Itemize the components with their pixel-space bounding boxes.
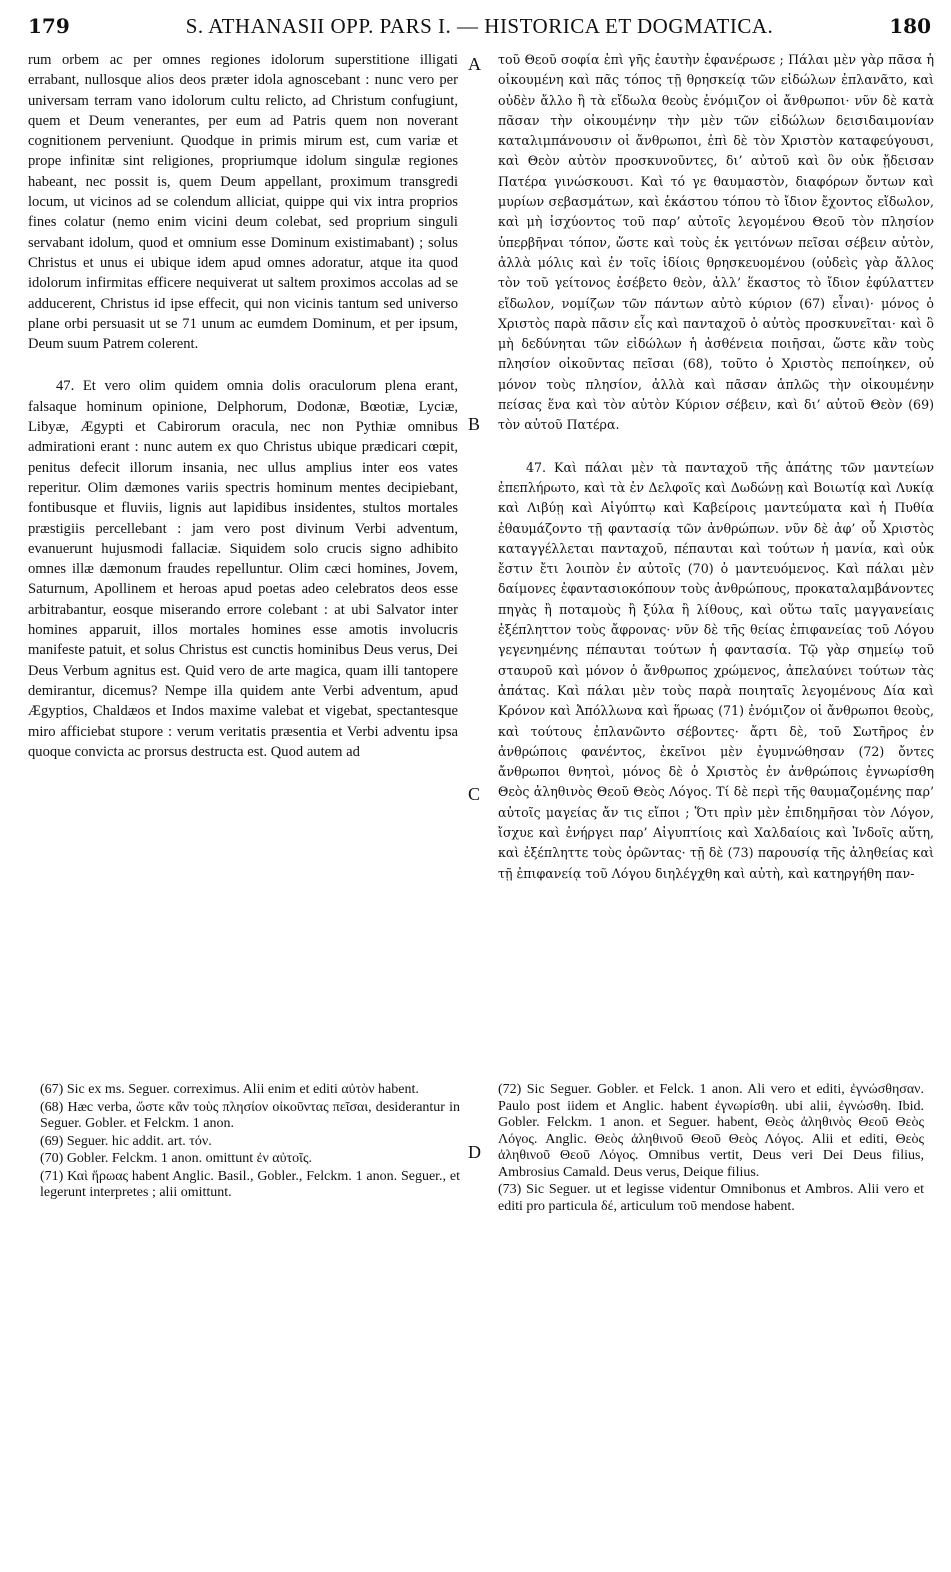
- running-header: [28, 14, 931, 44]
- margin-marker-d: D: [468, 1142, 481, 1162]
- latin-column: [28, 50, 458, 762]
- greek-column: [498, 50, 934, 884]
- footnote-71: (71) Καὶ ἥρωας habent Anglic. Basil., Gobler., Felckm. 1 anon. Seguer., et legerunt interpretes ; alii omittunt.: [40, 1168, 460, 1200]
- page-number-right: 180: [889, 14, 931, 38]
- footnotes-right: [498, 1082, 924, 1216]
- footnote-69: (69) Seguer. hic addit. art. τόν.: [40, 1133, 212, 1149]
- footnote-73: (73) Sic Seguer. ut et legisse videntur Omnibonus et Ambros. Alii vero et editi pro particula δέ, articulum τοῦ mendose habent.: [498, 1182, 924, 1214]
- running-title: S. ATHANASII OPP. PARS I. — HISTORICA ET DOGMATICA.: [185, 14, 774, 38]
- margin-marker-a: A: [468, 54, 481, 74]
- footnote-70: (70) Gobler. Felckm. 1 anon. omittunt ἐν αὐτοῖς.: [40, 1151, 312, 1166]
- page-number-left: 179: [28, 14, 70, 38]
- footnote-72: (72) Sic Seguer. Gobler. et Felck. 1 anon. Ali vero et editi, ἐγνώσθησαν. Paulo post iidem et Anglic. habent ἐγνωρίσθη. ubi alii, ἐγνώσθη. Ibid. Gobler. Felckm. 1 anon. et Seguer. habent, Θεὸς ἀληθινὸς Θεοῦ Θεὸς Λόγος. Anglic. Θεὸς ἀληθινοῦ Θεοῦ Θεὸς Λόγος. Alii et editi, Θεὸς ἀληθινοῦ Θεοῦ Λόγος. Omnibus vertit, Deus veri Dei Deus filius, Ambrosius Camald. Deus verus, Deique filius.: [498, 1082, 924, 1180]
- margin-marker-b: B: [468, 414, 481, 434]
- footnotes-left: [40, 1082, 460, 1203]
- footnote-67: (67) Sic ex ms. Seguer. correximus. Alii enim et editi αὐτὸν habent.: [40, 1082, 419, 1097]
- footnote-68: (68) Hæc verba, ὥστε κἂν τοὺς πλησίον οἰκοῦντας πεῖσαι, desiderantur in Seguer. Gobler. et Felckm. 1 anon.: [40, 1099, 460, 1131]
- greek-paragraph-1: τοῦ Θεοῦ σοφία ἐπὶ γῆς ἑαυτὴν ἐφανέρωσε ; Πάλαι μὲν γὰρ πᾶσα ἡ οἰκουμένη καὶ πᾶς τόπος τῇ θρησκείᾳ τῶν εἰδώλων ἐπλανᾶτο, καὶ οὐδὲν ἄλλο ἢ τὰ εἴδωλα θεοὺς ἐνόμιζον οἱ ἄνθρωποι· νῦν δὲ κατὰ πᾶσαν τὴν οἰκουμένην τὴν μὲν τῶν εἰδώλων δεισιδαιμονίαν καταλιμπάνουσιν οἱ ἄνθρωποι, ἐπὶ δὲ τὸν Χριστὸν καταφεύγουσι, καὶ Θεὸν αὐτὸν προσκυνοῦντες, δι’ αὐτοῦ καὶ ὃν οὐκ ᾔδεισαν Πατέρα γινώσκουσι. Καὶ τό γε θαυμαστὸν, διαφόρων ὄντων καὶ μυρίων σεβασμάτων, καὶ ἑκάστου τόπου τὸ ἴδιον ἔχοντος εἴδωλον, καὶ μὴ ἰσχύοντος τοῦ παρ’ αὐτοῖς λεγομένου Θεοῦ τὸν πλησίον ὑπερβῆναι τόπον, ὥστε καὶ τοὺς ἐκ γειτόνων πεῖσαι σέβειν αὐτὸν, ἀλλὰ μόλις καὶ ἐν τοῖς ἰδίοις θρησκευομένου (οὐδεὶς γὰρ ἄλλος τὸν τοῦ γείτονος ἐσέβετο θεὸν, ἀλλ’ ἕκαστος τὸ ἴδιον ἐφύλαττεν εἴδωλον, νομίζων τῶν πάντων αὐτὸ κύριον (67) εἶναι)· μόνος ὁ Χριστὸς παρὰ πᾶσιν εἷς καὶ πανταχοῦ ὁ αὐτὸς προσκυνεῖται· καὶ ὃ μὴ δεδύνηται τῶν εἰδώλων ἡ ἀσθένεια ποιῆσαι, ὥστε κἂν τοὺς πλησίον οἰκοῦντας πεῖσαι (68), τοῦτο ὁ Χριστὸς πεποίηκεν, οὐ μόνον τοὺς πλησίον, ἀλλὰ καὶ πᾶσαν ἁπλῶς τὴν οἰκουμένην πείσας ἕνα καὶ τὸν αὐτὸν Κύριον σέβειν, καὶ δι’ αὐτοῦ Θεὸν (69) τὸν αὐτοῦ Πατέρα.: [498, 52, 934, 433]
- margin-marker-c: C: [468, 784, 481, 804]
- latin-paragraph-2: 47. Et vero olim quidem omnia dolis oraculorum plena erant, falsaque hominum opinione, Delphorum, Dodonæ, Bœotiæ, Lyciæ, Libyæ, Ægypti et Cabirorum oracula, nec non Pythiæ omnibus admirationi erant : nunc autem ex quo Christus ubique prædicari cœpit, penitus defecit illorum insania, nec ullus amplius inter eos vates reperitur. Olim dæmones variis spectris hominum mentes decipiebant, fontibusque et fluviis, lignis aut lapidibus insidentes, stultos mortales præstigiis percellebant : jam vero post divinum Verbi adventum, evanuerunt hujusmodi fallaciæ. Siquidem solo crucis signo adhibito omnes illæ dæmonum fraudes repelluntur. Olim cæci homines, Jovem, Saturnum, Apollinem et heroas apud poetas adeo celebratos deos esse arbitrabantur, eosque miserando errore colebant : at ubi Salvator inter homines apparuit, illos mortales homines esse amotis involucris manifeste patuit, et solus Christus est cunctis hominibus Deus verus, Dei Deus Verbum agnitus est. Quid vero de arte magica, quam illi tantopere demirantur, dicemus? Nempe illa quidem ante Verbi adventum, apud Ægyptios, Chaldæos et Indos maxime valebat et vigebat, spectantesque miro afficiebat stupore : verum veritatis præsentia et Verbi adventu ipsa quoque convicta ac prorsus destructa est. Quod autem ad: [28, 378, 458, 760]
- latin-paragraph-1: rum orbem ac per omnes regiones idolorum superstitione illigati errabant, nullosque alios deos præter idola agnoscebant : nunc vero per universam terram vano idolorum cultu relicto, ad Christum confugiunt, quem et Deum venerantes, per eum ad Patris quem non noverant cognitionem perveniunt. Quodque in primis mirum est, cum variæ et prope infinitæ sint religiones, propriumque idolum singulæ regiones habeant, nec possit is, quem Deum appellant, proximum transgredi locum, ut vicinos ad se colendum alliciat, quippe qui vix intra proprios fines colatur (nemo enim vicini deum colebat, sed proprium singuli servabant idolum, quod et omnium esse Dominum existimabant) ; solus Christus et unus ei ubique idem apud omnes adoratur, atque ita quod idolorum infirmitas efficere nequiverat ut saltem proximos accolas ad se adducerent, Christus id ipse effecit, qui non vicinis tantum sed universo plane orbi persuasit ut se 71 unum ac eumdem Dominum, et per ipsum, Deum suum Patrem colerent.: [28, 52, 458, 353]
- greek-paragraph-2: 47. Καὶ πάλαι μὲν τὰ πανταχοῦ τῆς ἀπάτης τῶν μαντείων ἐπεπλήρωτο, καὶ τὰ ἐν Δελφοῖς καὶ Δωδώνῃ καὶ Βοιωτίᾳ καὶ Λυκίᾳ καὶ Λιβύῃ καὶ Αἰγύπτῳ καὶ Καβείροις μαντεύματα καὶ ἡ Πυθία ἐθαυμάζοντο τῇ φαντασίᾳ τῶν ἀνθρώπων. νῦν δὲ ἀφ’ οὗ Χριστὸς καταγγέλλεται πανταχοῦ, πέπαυται καὶ τούτων ἡ μανία, καὶ οὐκ ἔστιν ἔτι λοιπὸν ἐν αὐτοῖς (70) ὁ μαντευόμενος. Καὶ πάλαι μὲν δαίμονες ἐφαντασιοκόπουν τοὺς ἀνθρώπους, προκαταλαμβάνοντες πηγὰς ἢ ποταμοὺς ἢ ξύλα ἢ λίθους, καὶ οὕτω ταῖς μαγγανείαις ἐξέπληττον τοὺς ἄφρονας· νῦν δὲ τῆς θείας ἐπιφανείας τοῦ Λόγου γεγενημένης πέπαυται τούτων ἡ φαντασία. Τῷ γὰρ σημείῳ τοῦ σταυροῦ καὶ μόνον ὁ ἄνθρωπος χρώμενος, ἀπελαύνει τούτων τὰς ἀπάτας. Καὶ πάλαι μὲν τοὺς παρὰ ποιηταῖς λεγομένους Δία καὶ Κρόνον καὶ Ἀπόλλωνα καὶ ἥρωας (71) ἐνόμιζον οἱ ἄνθρωποι θεοὺς, καὶ τούτους ἐπλανῶντο σέβοντες· ἄρτι δὲ, τοῦ Σωτῆρος ἐν ἀνθρώποις φανέντος, ἐκεῖνοι μὲν ἐγυμνώθησαν (72) ὄντες ἄνθρωποι θνητοὶ, μόνος δὲ ὁ Χριστὸς ἐν ἀνθρώποις ἐγνωρίσθη Θεὸς ἀληθινὸς Θεοῦ Θεὸς Λόγος. Τί δὲ περὶ τῆς θαυμαζομένης παρ’ αὐτοῖς μαγείας ἄν τις εἴποι ; Ὅτι πρὶν μὲν ἐπιδημῆσαι τὸν Λόγον, ἴσχυε καὶ ἐνήργει παρ’ Αἰγυπτίοις καὶ Χαλδαίοις καὶ Ἰνδοῖς αὕτη, καὶ ἐξέπληττε τοὺς ὁρῶντας· τῇ δὲ (73) παρουσίᾳ τῆς ἀληθείας καὶ τῇ ἐπιφανείᾳ τοῦ Λόγου διηλέγχθη καὶ αὐτὴ, καὶ κατηργήθη παν-: [498, 459, 934, 881]
